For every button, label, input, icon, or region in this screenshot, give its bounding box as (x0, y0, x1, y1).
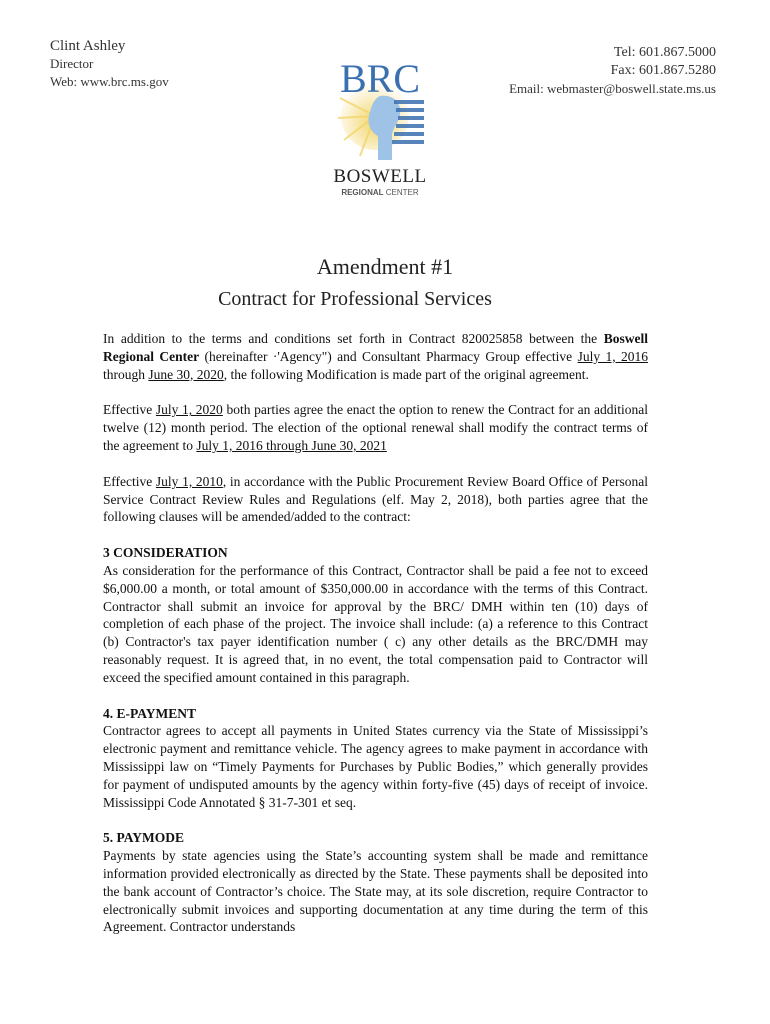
section-text: As consideration for the performance of this Contract, Contractor shall be paid a fee not to exceed $6,000.00 a month, or total amount of $350,000.00 in accordance with the terms of this Contract. Contractor shall submit an invoice for approval by the BRC/ DMH within ten (10) days of completion of each phase of the project. The invoice shall include: (a) a reference to this Contract (b) Contractor's tax payer identification number ( c) any other details as the BRC/DMH may reasonably request. It is agreed that, in no event, the total compensation paid to Contractor will exceed the specified amount contained in this paragraph. (103, 562, 648, 685)
logo-subtitle: REGIONAL CENTER (341, 188, 419, 197)
page-title: Amendment #1 (316, 254, 454, 279)
section-text: Contractor agrees to accept all payments in United States currency via the State of Mississippi’s electronic payment and remittance vehicle. The agency agrees to make payment in accordance with Mississippi law on “Timely Payments for Purchases by Public Bodies,” which generally provides for payment of undisputed amounts by the agency within forty-five (45) days of receipt of invoice. Mississippi Code Annotated § 31-7-301 et seq. (103, 723, 648, 810)
section-heading: 3 CONSIDERATION (103, 545, 228, 561)
document-body (103, 330, 648, 954)
brc-logo (320, 56, 440, 201)
fax-line: Fax: 601.867.5280 (610, 63, 716, 78)
regulations-paragraph: Effective July 1, 2010, in accordance with the Public Procurement Review Board Office of Personal Service Contract Review Rules and Regulations (elf. May 2, 2018), both parties agree that the following clauses will be amended/added to the contract: (103, 473, 648, 525)
brc-letters: BRC (339, 56, 421, 101)
section-paymode (103, 829, 648, 936)
letterhead-right (509, 44, 716, 98)
section-e-payment (103, 705, 648, 812)
director-name: Clint Ashley (50, 38, 126, 54)
page-subtitle: Contract for Professional Services (218, 288, 492, 310)
logo-wordmark: BOSWELL (333, 166, 427, 187)
email-line: Email: webmaster@boswell.state.ms.us (509, 81, 716, 96)
intro-paragraph: In addition to the terms and conditions set forth in Contract 820025858 between the Boswell Regional Center (hereinafter ·'Agency") and Consultant Pharmacy Group effective July 1, 2016 through June 30, 2020, the following Modification is made part of the original agreement. (103, 331, 648, 382)
renewal-paragraph: Effective July 1, 2020 both parties agree the enact the option to renew the Contract for an additional twelve (12) month period. The election of the optional renewal shall modify the contract terms of the agreement to July 1, 2016 through June 30, 2021 (103, 402, 648, 453)
section-heading: 5. PAYMODE (103, 830, 184, 846)
section-consideration (103, 544, 648, 686)
section-text: Payments by state agencies using the State’s accounting system shall be made and remittance information provided electronically as directed by the State. These payments shall be deposited into the bank account of Contractor’s choice. The State may, at its sole discretion, require Contractor to electronically submit invoices and supporting documentation at any time during the term of this Agreement. Contractor understands (103, 848, 648, 935)
logo-graphic (320, 56, 440, 168)
section-heading: 4. E-PAYMENT (103, 705, 197, 721)
letterhead-left (50, 37, 169, 91)
phone-line: Tel: 601.867.5000 (613, 45, 716, 60)
director-title: Director (50, 56, 94, 71)
website-line: Web: www.brc.ms.gov (50, 74, 169, 89)
